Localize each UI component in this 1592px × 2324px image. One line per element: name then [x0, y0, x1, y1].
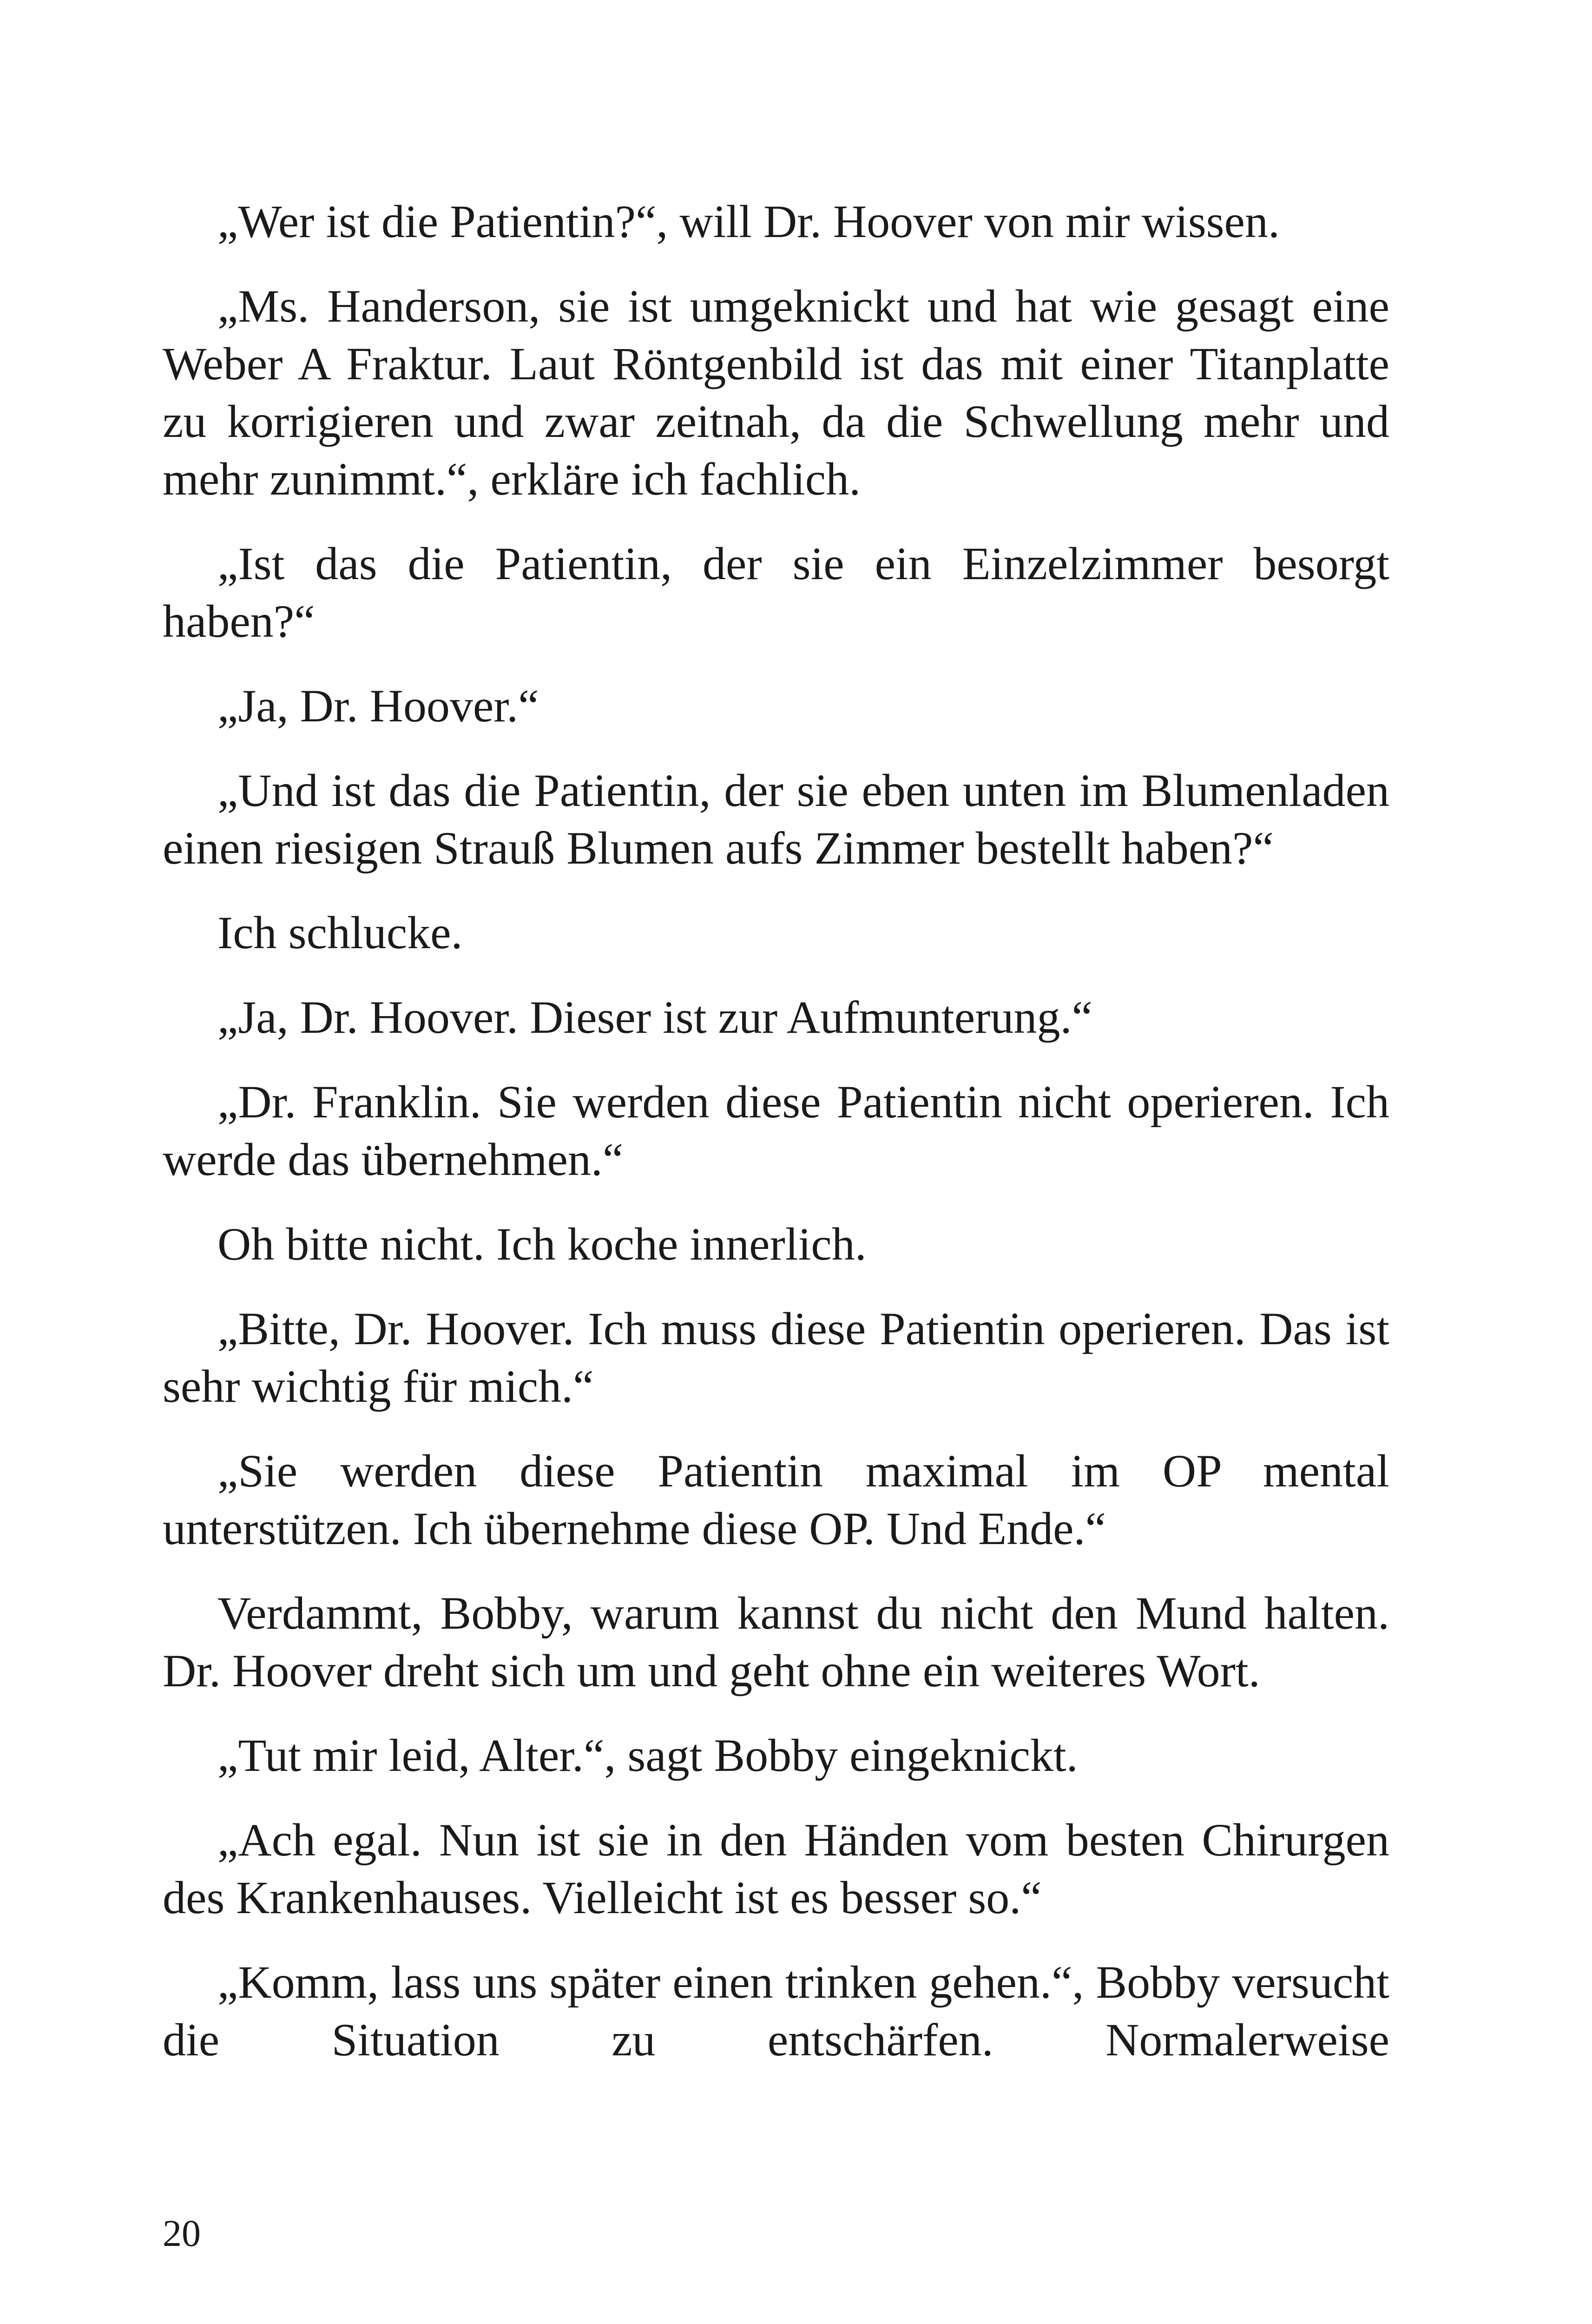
paragraph: „Und ist das die Patientin, der sie eben unten im Blumenladen einen riesigen Strauß Blumen aufs Zimmer bestellt haben?“: [163, 765, 1389, 874]
page-number: 20: [163, 2212, 201, 2254]
paragraph: „Dr. Franklin. Sie werden diese Patientin nicht operieren. Ich werde das übernehmen.“: [163, 1076, 1389, 1185]
paragraph: „Komm, lass uns später einen trinken gehen.“, Bobby versucht die Situation zu entschärfen. Normalerweise: [163, 1956, 1389, 2066]
paragraph: „Ja, Dr. Hoover. Dieser ist zur Aufmunterung.“: [217, 991, 1092, 1043]
paragraph: „Ms. Handerson, sie ist umgeknickt und hat wie gesagt eine Weber A Fraktur. Laut Röntgenbild ist das mit einer Titanplatte zu korrigieren und zwar zeitnah, da die Schwellung mehr und mehr zunimmt.“, erkläre ich fachlich.: [163, 280, 1389, 505]
paragraph: „Tut mir leid, Alter.“, sagt Bobby eingeknickt.: [217, 1730, 1078, 1781]
paragraph: „Sie werden diese Patientin maximal im OP mental unterstützen. Ich übernehme diese OP. Und Ende.“: [163, 1445, 1389, 1554]
body-text: [163, 193, 1389, 2069]
paragraph: „Ja, Dr. Hoover.“: [217, 680, 539, 732]
paragraph: Ich schlucke.: [217, 907, 463, 958]
paragraph: Oh bitte nicht. Ich koche innerlich.: [217, 1218, 867, 1270]
paragraph: Verdammt, Bobby, warum kannst du nicht den Mund halten. Dr. Hoover dreht sich um und geht ohne ein weiteres Wort.: [163, 1587, 1389, 1697]
paragraph: „Ist das die Patientin, der sie ein Einzelzimmer besorgt haben?“: [163, 538, 1389, 647]
paragraph: „Bitte, Dr. Hoover. Ich muss diese Patientin operieren. Das ist sehr wichtig für mich.“: [163, 1303, 1389, 1412]
paragraph: „Ach egal. Nun ist sie in den Händen vom besten Chirurgen des Krankenhauses. Vielleicht ist es besser so.“: [163, 1814, 1389, 1923]
paragraph: „Wer ist die Patientin?“, will Dr. Hoover von mir wissen.: [217, 196, 1280, 247]
